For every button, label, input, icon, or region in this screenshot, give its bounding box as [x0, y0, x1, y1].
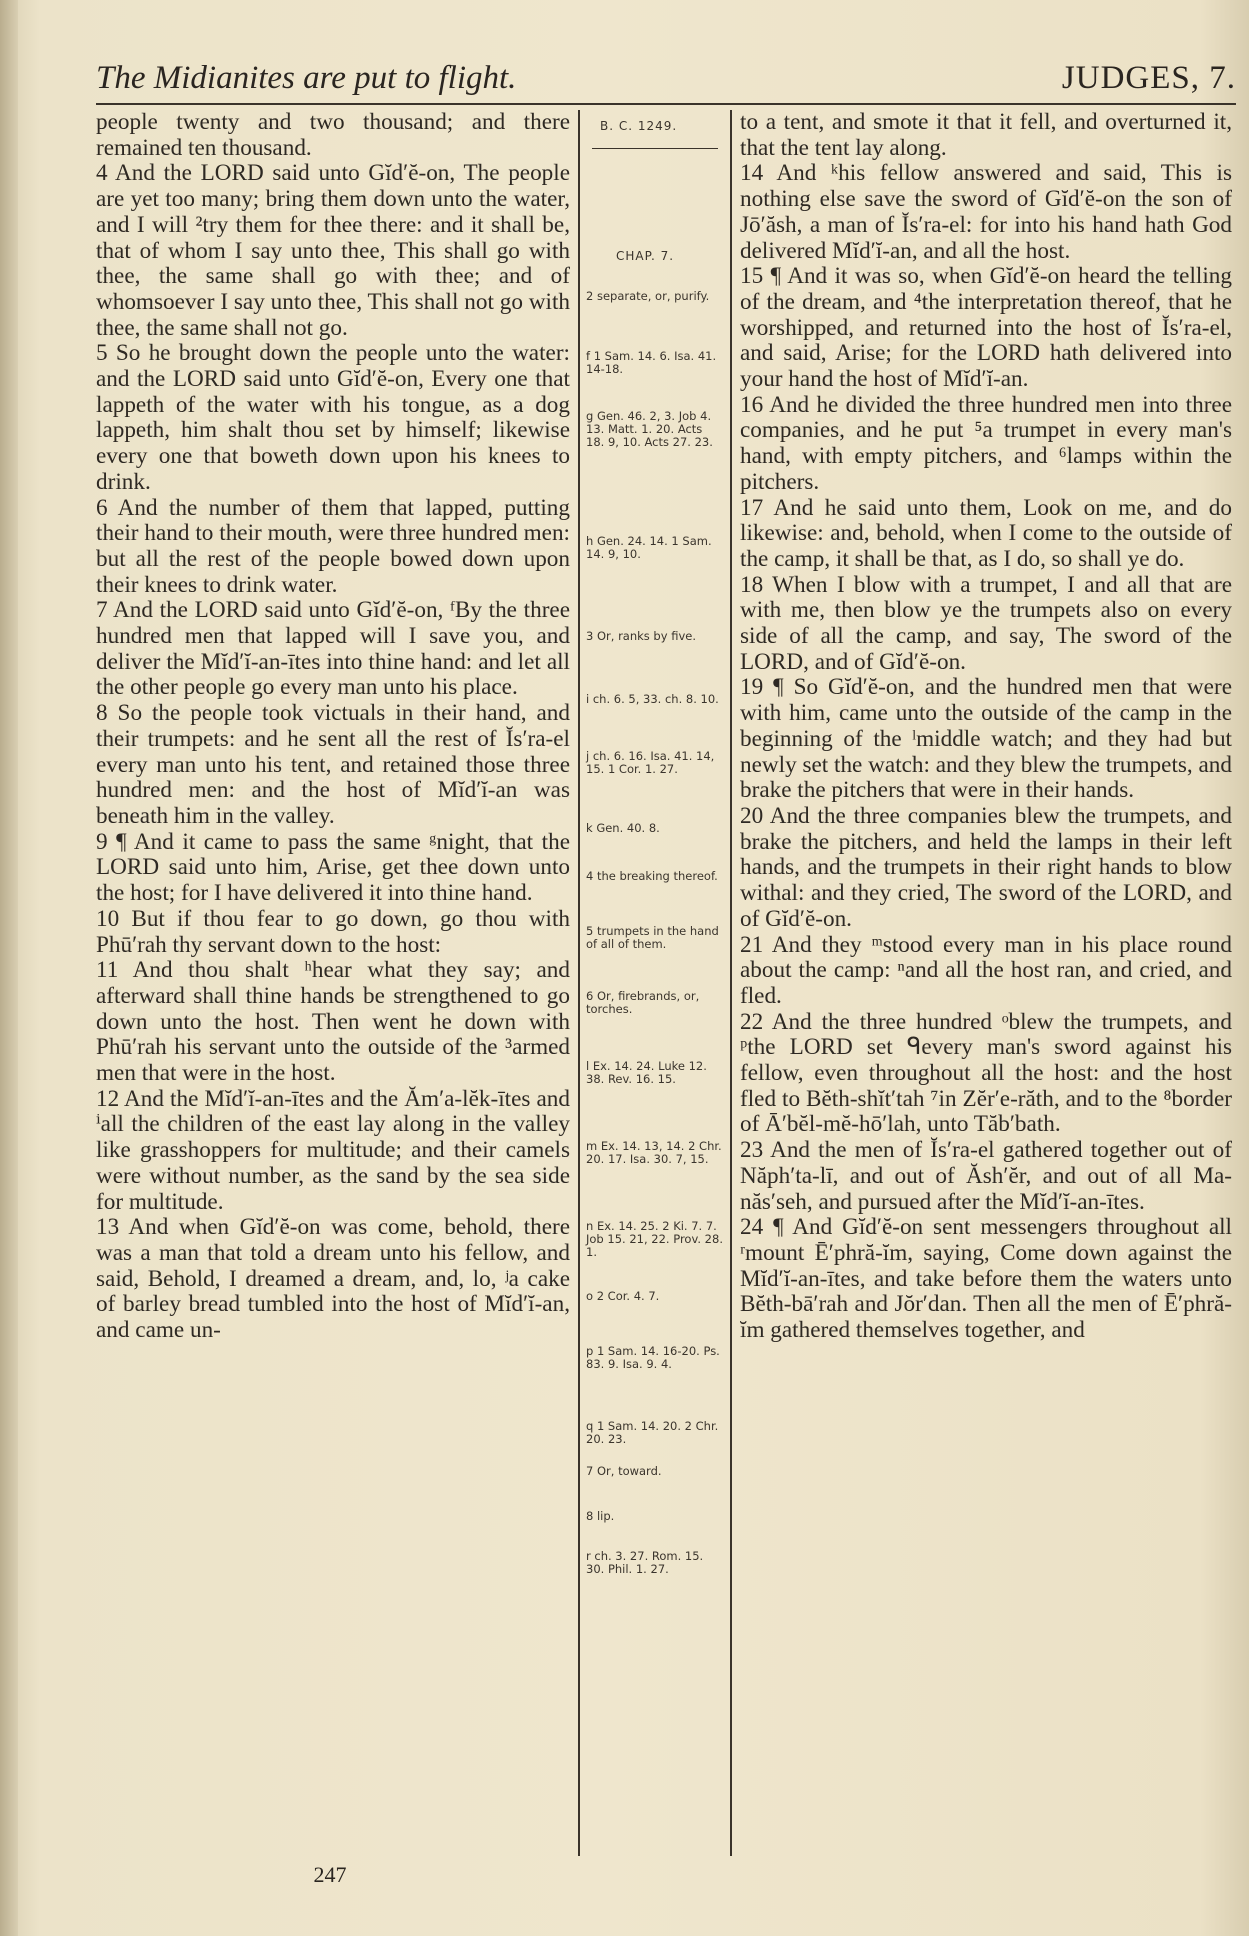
margin-note: f 1 Sam. 14. 6. Isa. 41. 14-18. [586, 349, 717, 376]
margin-note: l Ex. 14. 24. Luke 12. 38. Rev. 16. 15. [586, 1059, 707, 1086]
verse: 22 And the three hundred ᵒblew the trumpets, and ᵖthe LORD set ᑫevery man's sword against his fellow, even throughout all the host: and the host fled to Bĕth-shĭt′tah ⁷in Zĕr′e-răth, and to the ⁸border of Ā′bĕl-mĕ-hō′lah, unto Tăb′bath. [740, 1008, 1232, 1138]
margin-note: 8 lip. [586, 1509, 615, 1523]
verse: 13 And when Gĭd′ĕ-on was come, behold, there was a man that told a dream unto his fellow, and said, Behold, I dreamed a dream, and, lo, ʲa cake of barley bread tumbled into the host of Mĭd′ĭ-an, and came un- [96, 1214, 570, 1344]
column-divider-left [578, 110, 580, 1856]
verse: 19 ¶ So Gĭd′ĕ-on, and the hundred men that were with him, came unto the outside of the camp in the beginning of the ˡmiddle watch; and they had but newly set the watch: and they blew the trumpets, and brake the pitchers that were in their hands. [740, 674, 1232, 804]
margin-year: B. C. 1249. [600, 119, 678, 133]
verse: people twenty and two thousand; and there remained ten thousand. [96, 109, 570, 161]
margin-note: n Ex. 14. 25. 2 Ki. 7. 7. Job 15. 21, 22. Prov. 28. 1. [586, 1219, 723, 1259]
running-header [96, 56, 1236, 106]
margin-rule [592, 148, 718, 149]
margin-note: 6 Or, firebrands, or, torches. [586, 989, 700, 1016]
right-text-column [740, 110, 1232, 1344]
margin-note: 7 Or, toward. [586, 1464, 662, 1478]
left-text-column [96, 110, 570, 1344]
verse: 6 And the number of them that lapped, putting their hand to their mouth, were three hundred men: but all the rest of the people bowed down upon their knees to drink water. [96, 494, 570, 598]
margin-note: j ch. 6. 16. Isa. 41. 14, 15. 1 Cor. 1. 27. [586, 749, 715, 776]
margin-note: k Gen. 40. 8. [586, 821, 660, 835]
margin-note: i ch. 6. 5, 33. ch. 8. 10. [586, 692, 719, 706]
verse: 21 And they ᵐstood every man in his place round about the camp: ⁿand all the host ran, and cried, and fled. [740, 931, 1232, 1009]
verse: 9 ¶ And it came to pass the same ᵍnight, that the LORD said unto him, Arise, get thee down unto the host; for I have delivered it into thine hand. [96, 828, 570, 907]
margin-note: q 1 Sam. 14. 20. 2 Chr. 20. 23. [586, 1419, 719, 1446]
verse: 24 ¶ And Gĭd′ĕ-on sent messengers throughout all ʳmount Ē′phră-ĭm, saying, Come down against the Mĭd′ĭ-an-ītes, and take before them the waters unto Bĕth-bā′rah and Jŏr′dan. Then all the men of Ē′phră-ĭm gathered themselves together, and [740, 1214, 1232, 1344]
verse: 14 And ᵏhis fellow answered and said, This is nothing else save the sword of Gĭd′ĕ-on the son of Jō′ăsh, a man of Ĭs′ra-el: for into his hand hath God delivered Mĭd′ĭ-an, and all the host. [740, 160, 1232, 264]
verse: 12 And the Mĭd′ĭ-an-ītes and the Ăm′a-lĕk-ītes and ⁱall the children of the east lay along in the valley like grasshoppers for multitude; and their camels were without number, as the sand by the sea side for multitude. [96, 1085, 570, 1215]
verse: 8 So the people took victuals in their hand, and their trumpets: and he sent all the rest of Ĭs′ra-el every man unto his tent, and retained those three hundred men: and the host of Mĭd′ĭ-an was beneath him in the valley. [96, 700, 570, 829]
page-number: 247 [313, 1862, 347, 1887]
margin-note: r ch. 3. 27. Rom. 15. 30. Phil. 1. 27. [586, 1549, 704, 1576]
header-rule [96, 103, 1236, 105]
verse: 15 ¶ And it was so, when Gĭd′ĕ-on heard the telling of the dream, and ⁴the interpretation thereof, that he worshipped, and returned into the host of Ĭs′ra-el, and said, Arise; for the LORD hath delivered into your hand the host of Mĭd′ĭ-an. [740, 263, 1232, 393]
header-title: The Midianites are put to flight. [96, 60, 517, 96]
verse: to a tent, and smote it that it fell, and overturned it, that the tent lay along. [740, 109, 1232, 161]
column-divider-right [730, 110, 732, 1856]
margin-note: 2 separate, or, purify. [586, 289, 710, 303]
margin-chapter: CHAP. 7. [616, 249, 675, 263]
page-edge-shadow [0, 0, 18, 1936]
margin-note: 3 Or, ranks by five. [586, 629, 696, 643]
verse: 4 And the LORD said unto Gĭd′ĕ-on, The people are yet too many; bring them down unto the water, and I will ²try them for thee there: and it shall be, that of whom I say unto thee, This shall go with thee, the same shall go with thee; and of whomsoever I say unto thee, This shall not go with thee, the same shall not go. [96, 160, 570, 341]
verse: 18 When I blow with a trumpet, I and all that are with me, then blow ye the trumpets also on every side of all the camp, and say, The sword of the LORD, and of Gĭd′ĕ-on. [740, 571, 1232, 675]
verse: 7 And the LORD said unto Gĭd′ĕ-on, ᶠBy the three hundred men that lapped will I save you, and deliver the Mĭd′ĭ-an-ītes into thine hand: and let all the other people go every man unto his place. [96, 597, 570, 701]
margin-note: 5 trumpets in the hand of all of them. [586, 924, 719, 951]
verse: 10 But if thou fear to go down, go thou with Phū′rah thy servant down to the host: [96, 905, 570, 958]
center-margin-references [586, 110, 724, 1850]
verse: 17 And he said unto them, Look on me, and do likewise: and, behold, when I come to the outside of the camp, it shall be that, as I do, so shall ye do. [740, 494, 1232, 572]
margin-note: 4 the breaking thereof. [586, 869, 718, 883]
margin-note: o 2 Cor. 4. 7. [586, 1289, 660, 1303]
margin-note: h Gen. 24. 14. 1 Sam. 14. 9, 10. [586, 534, 712, 561]
verse: 23 And the men of Ĭs′ra-el gathered together out of Năph′ta-lī, and out of Ăsh′ĕr, and out of all Ma-năs′seh, and pursued after the Mĭd′ĭ-an-ītes. [740, 1137, 1232, 1215]
margin-note: g Gen. 46. 2, 3. Job 4. 13. Matt. 1. 20. Acts 18. 9, 10. Acts 27. 23. [586, 409, 713, 449]
margin-note: m Ex. 14. 13, 14. 2 Chr. 20. 17. Isa. 30. 7, 15. [586, 1139, 722, 1166]
margin-note: p 1 Sam. 14. 16-20. Ps. 83. 9. Isa. 9. 4. [586, 1344, 720, 1371]
verse: 16 And he divided the three hundred men into three companies, and he put ⁵a trumpet in every man's hand, with empty pitchers, and ⁶lamps within the pitchers. [740, 391, 1232, 495]
header-book-chapter: JUDGES, 7. [1061, 60, 1236, 96]
verse: 5 So he brought down the people unto the water: and the LORD said unto Gĭd′ĕ-on, Every one that lappeth of the water with his tongue, as a dog lappeth, him shalt thou set by himself; likewise every one that boweth down upon his knees to drink. [96, 340, 570, 495]
verse: 11 And thou shalt ʰhear what they say; and afterward shall thine hands be strengthened to go down unto the host. Then went he down with Phū′rah his servant unto the outside of the ³armed men that were in the host. [96, 957, 570, 1087]
verse: 20 And the three companies blew the trumpets, and brake the pitchers, and held the lamps in their left hands, and the trumpets in their right hands to blow withal: and they cried, The sword of the LORD, and of Gĭd′ĕ-on. [740, 802, 1232, 932]
